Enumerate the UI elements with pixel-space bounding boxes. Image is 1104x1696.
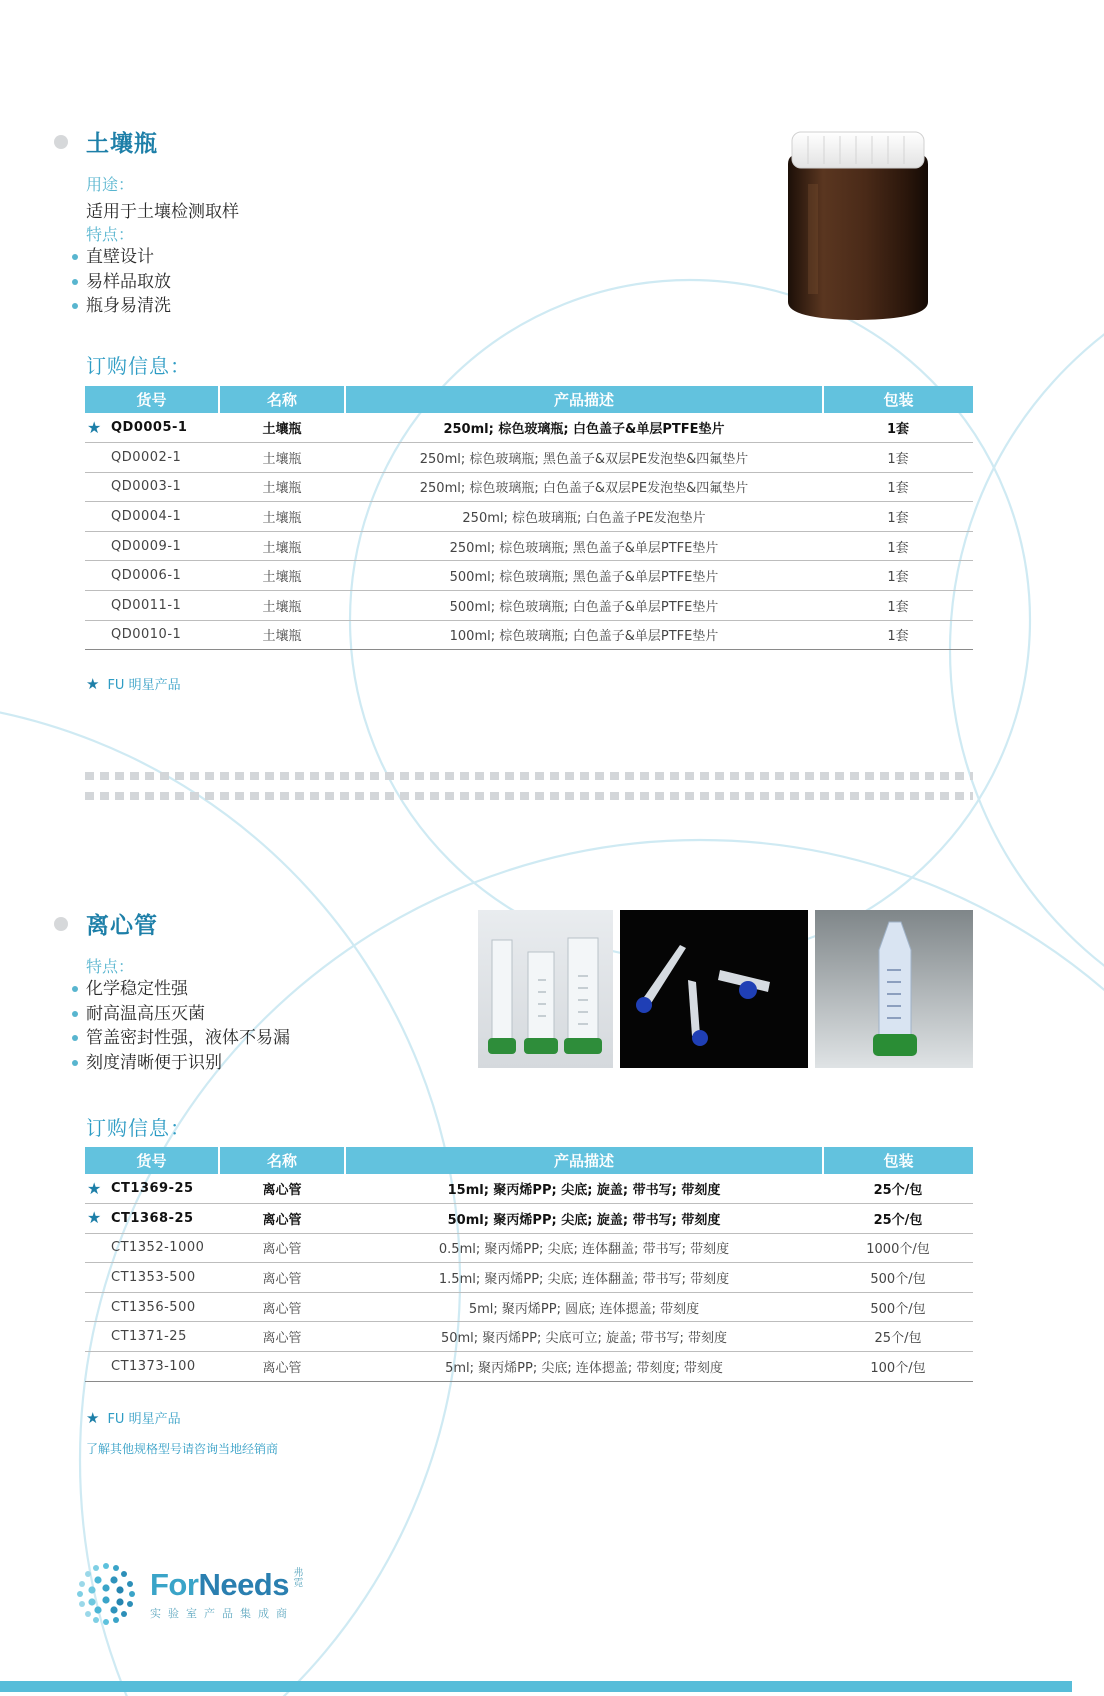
centrifuge-tubes-dark-photo	[620, 910, 808, 1068]
logo-text	[150, 1567, 301, 1621]
soil-bottle-photo	[778, 124, 938, 324]
cell-pack: 1000个/包	[823, 1233, 973, 1263]
header-code: 货号	[85, 1147, 219, 1174]
cell-name: 离心管	[219, 1174, 345, 1204]
table-row	[85, 1233, 973, 1263]
table-row	[85, 1292, 973, 1322]
cell-name: 土壤瓶	[219, 502, 345, 532]
cell-pack: 1套	[823, 531, 973, 561]
cell-code: QD0004-1	[85, 502, 219, 532]
cell-desc: 50ml; 聚丙烯PP; 尖底可立; 旋盖; 带书写; 带刻度	[345, 1322, 823, 1352]
cell-desc: 0.5ml; 聚丙烯PP; 尖底; 连体翻盖; 带书写; 带刻度	[345, 1233, 823, 1263]
cell-desc: 250ml; 棕色玻璃瓶; 黑色盖子&单层PTFE垫片	[345, 531, 823, 561]
table-row	[85, 1263, 973, 1293]
fornededs-logo	[70, 1558, 301, 1630]
cell-desc: 500ml; 棕色玻璃瓶; 黑色盖子&单层PTFE垫片	[345, 561, 823, 591]
star-product-note: ★ FU 明星产品	[86, 1409, 181, 1427]
cell-pack: 1套	[823, 443, 973, 473]
feature-item: 化学稳定性强	[86, 977, 290, 1002]
cell-name: 土壤瓶	[219, 413, 345, 443]
cell-pack: 1套	[823, 561, 973, 591]
cell-pack: 25个/包	[823, 1204, 973, 1234]
feature-item: 刻度清晰便于识别	[86, 1051, 290, 1076]
star-icon: ★	[87, 417, 102, 437]
cell-pack: 1套	[823, 620, 973, 650]
cell-desc: 50ml; 聚丙烯PP; 尖底; 旋盖; 带书写; 带刻度	[345, 1204, 823, 1234]
table-row	[85, 413, 973, 443]
cell-name: 土壤瓶	[219, 443, 345, 473]
cell-code: QD0010-1	[85, 620, 219, 650]
cell-code: ★ QD0005-1	[85, 413, 219, 443]
header-code: 货号	[85, 386, 219, 413]
cell-code: QD0009-1	[85, 531, 219, 561]
table-row	[85, 561, 973, 591]
section-divider	[85, 792, 973, 800]
header-name: 名称	[219, 1147, 345, 1174]
cell-desc: 15ml; 聚丙烯PP; 尖底; 旋盖; 带书写; 带刻度	[345, 1174, 823, 1204]
features-list	[86, 977, 290, 1075]
cell-desc: 5ml; 聚丙烯PP; 尖底; 连体摁盖; 带刻度; 带刻度	[345, 1352, 823, 1382]
cell-name: 离心管	[219, 1263, 345, 1293]
bottom-accent-bar	[0, 1681, 1072, 1692]
section-dot	[54, 135, 68, 149]
centrifuge-tubes-photo	[478, 910, 613, 1068]
cell-desc: 250ml; 棕色玻璃瓶; 黑色盖子&双层PE发泡垫&四氟垫片	[345, 443, 823, 473]
table-row	[85, 502, 973, 532]
centrifuge-tube-order-table	[85, 1147, 973, 1382]
cell-pack: 25个/包	[823, 1322, 973, 1352]
features-list	[86, 245, 171, 319]
usage-label: 用途：	[86, 175, 135, 194]
table-header-row	[85, 1147, 973, 1174]
logo-dots-icon	[70, 1558, 142, 1630]
usage-text: 适用于土壤检测取样	[86, 202, 239, 222]
cell-pack: 25个/包	[823, 1174, 973, 1204]
cell-name: 土壤瓶	[219, 561, 345, 591]
feature-item: 直壁设计	[86, 245, 171, 270]
cell-pack: 500个/包	[823, 1263, 973, 1293]
cell-desc: 100ml; 棕色玻璃瓶; 白色盖子&单层PTFE垫片	[345, 620, 823, 650]
cell-name: 土壤瓶	[219, 620, 345, 650]
table-row	[85, 1204, 973, 1234]
section-divider	[85, 772, 973, 780]
cell-name: 离心管	[219, 1233, 345, 1263]
table-row	[85, 531, 973, 561]
cell-code: CT1371-25	[85, 1322, 219, 1352]
header-pack: 包装	[823, 386, 973, 413]
section-title: 离心管	[86, 913, 158, 939]
cell-name: 土壤瓶	[219, 472, 345, 502]
table-header-row	[85, 386, 973, 413]
cell-pack: 1套	[823, 591, 973, 621]
header-name: 名称	[219, 386, 345, 413]
contact-note: 了解其他规格型号请咨询当地经销商	[86, 1442, 279, 1456]
cell-code: ★ CT1368-25	[85, 1204, 219, 1234]
header-pack: 包装	[823, 1147, 973, 1174]
cell-pack: 1套	[823, 413, 973, 443]
feature-item: 瓶身易清洗	[86, 294, 171, 319]
header-desc: 产品描述	[345, 1147, 823, 1174]
logo-side-text: 弗霓	[290, 1567, 302, 1587]
order-info-title: 订购信息：	[86, 1116, 191, 1140]
cell-code: QD0002-1	[85, 443, 219, 473]
table-row	[85, 620, 973, 650]
table-row	[85, 472, 973, 502]
header-desc: 产品描述	[345, 386, 823, 413]
section-soil-bottle-heading	[54, 125, 158, 158]
table-row	[85, 1174, 973, 1204]
star-icon: ★	[87, 1208, 102, 1228]
cell-code: CT1352-1000	[85, 1233, 219, 1263]
table-row	[85, 591, 973, 621]
star-icon: ★	[86, 1409, 100, 1427]
table-row	[85, 1352, 973, 1382]
cell-desc: 5ml; 聚丙烯PP; 圆底; 连体摁盖; 带刻度	[345, 1292, 823, 1322]
cell-code: CT1373-100	[85, 1352, 219, 1382]
cell-name: 土壤瓶	[219, 591, 345, 621]
section-centrifuge-tube-heading	[54, 907, 158, 940]
feature-item: 耐高温高压灭菌	[86, 1002, 290, 1027]
star-product-note: ★ FU 明星产品	[86, 675, 181, 693]
feature-item: 管盖密封性强，液体不易漏	[86, 1026, 290, 1051]
table-row	[85, 443, 973, 473]
cell-code: QD0006-1	[85, 561, 219, 591]
cell-code: CT1353-500	[85, 1263, 219, 1293]
cell-name: 离心管	[219, 1352, 345, 1382]
star-icon: ★	[87, 1178, 102, 1198]
cell-pack: 1套	[823, 472, 973, 502]
cell-desc: 1.5ml; 聚丙烯PP; 尖底; 连体翻盖; 带书写; 带刻度	[345, 1263, 823, 1293]
cell-name: 离心管	[219, 1292, 345, 1322]
cell-code: ★ CT1369-25	[85, 1174, 219, 1204]
features-label: 特点：	[86, 225, 135, 244]
section-dot	[54, 917, 68, 931]
cell-code: QD0003-1	[85, 472, 219, 502]
cell-name: 土壤瓶	[219, 531, 345, 561]
order-info-title: 订购信息：	[86, 354, 191, 378]
cell-desc: 250ml; 棕色玻璃瓶; 白色盖子PE发泡垫片	[345, 502, 823, 532]
cell-pack: 500个/包	[823, 1292, 973, 1322]
cell-desc: 250ml; 棕色玻璃瓶; 白色盖子&双层PE发泡垫&四氟垫片	[345, 472, 823, 502]
soil-bottle-order-table	[85, 386, 973, 650]
cell-desc: 500ml; 棕色玻璃瓶; 白色盖子&单层PTFE垫片	[345, 591, 823, 621]
section-title: 土壤瓶	[86, 131, 158, 157]
cell-name: 离心管	[219, 1204, 345, 1234]
cell-name: 离心管	[219, 1322, 345, 1352]
cell-pack: 1套	[823, 502, 973, 532]
features-label: 特点：	[86, 957, 135, 976]
cell-code: QD0011-1	[85, 591, 219, 621]
logo-brand: ForNeeds	[150, 1567, 289, 1602]
cell-desc: 250ml; 棕色玻璃瓶; 白色盖子&单层PTFE垫片	[345, 413, 823, 443]
feature-item: 易样品取放	[86, 270, 171, 295]
cell-code: CT1356-500	[85, 1292, 219, 1322]
star-icon: ★	[86, 675, 100, 693]
centrifuge-tube-single-photo	[815, 910, 973, 1068]
cell-pack: 100个/包	[823, 1352, 973, 1382]
table-row	[85, 1322, 973, 1352]
logo-tagline: 实验室产品集成商	[150, 1607, 294, 1620]
